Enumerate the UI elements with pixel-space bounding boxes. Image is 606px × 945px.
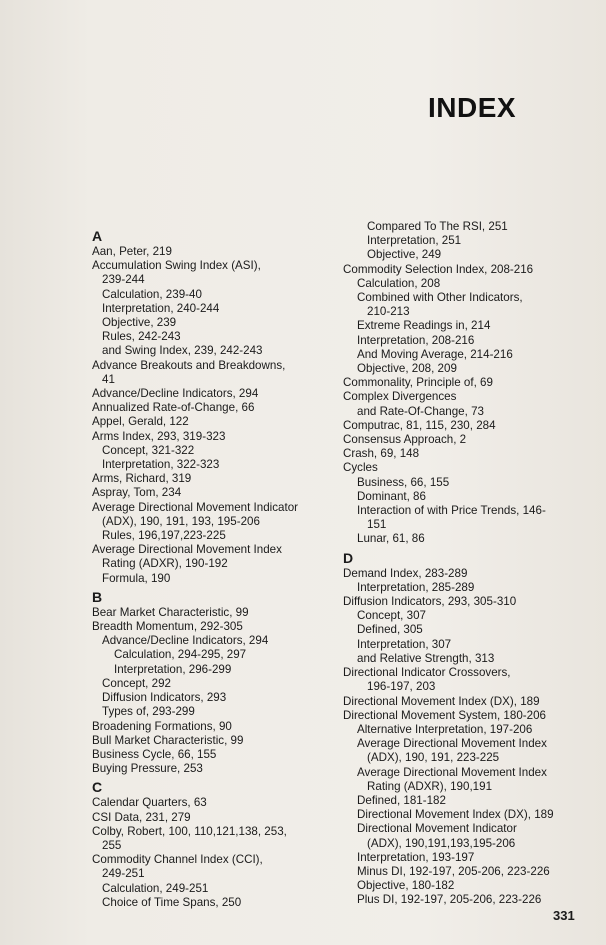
index-entry: Broadening Formations, 90	[92, 719, 232, 733]
index-entry: Interpretation, 307	[357, 637, 452, 651]
index-entry: Average Directional Movement Index	[92, 543, 282, 557]
index-entry: Alternative Interpretation, 197-206	[357, 722, 533, 736]
index-entry: And Moving Average, 214-216	[357, 347, 513, 361]
index-entry: Rules, 242-243	[102, 330, 181, 344]
index-entry: Dominant, 86	[357, 489, 426, 503]
index-entry: Directional Movement Index (DX), 189	[343, 694, 540, 708]
index-entry: Calendar Quarters, 63	[92, 796, 207, 810]
index-entry: Combined with Other Indicators,	[357, 291, 523, 305]
index-section-letter: A	[92, 228, 103, 244]
index-entry: Crash, 69, 148	[343, 447, 420, 461]
index-entry: Defined, 181-182	[357, 793, 446, 807]
index-entry: 196-197, 203	[367, 680, 436, 694]
index-entry: Accumulation Swing Index (ASI),	[92, 259, 261, 273]
index-entry: Arms, Richard, 319	[92, 472, 192, 486]
index-entry: Calculation, 208	[357, 276, 441, 290]
index-entry: Directional Indicator Crossovers,	[343, 666, 511, 680]
index-entry: 239-244	[102, 273, 145, 287]
index-entry: Annualized Rate-of-Change, 66	[92, 401, 255, 415]
index-entry: Interpretation, 251	[367, 234, 462, 248]
index-entry: 41	[102, 372, 115, 386]
index-entry: Defined, 305	[357, 623, 423, 637]
index-entry: Commodity Channel Index (CCI),	[92, 853, 263, 867]
index-entry: Business Cycle, 66, 155	[92, 747, 217, 761]
page-title	[428, 92, 516, 124]
index-entry: Diffusion Indicators, 293	[102, 691, 227, 705]
index-entry: Rating (ADXR), 190,191	[367, 779, 493, 793]
index-entry: Arms Index, 293, 319-323	[92, 429, 226, 443]
page-title-text: INDEX	[428, 92, 517, 123]
index-entry: Diffusion Indicators, 293, 305-310	[343, 595, 517, 609]
index-entry: (ADX), 190,191,193,195-206	[367, 836, 516, 850]
index-entry: Breadth Momentum, 292-305	[92, 620, 243, 634]
index-entry: (ADX), 190, 191, 223-225	[367, 751, 500, 765]
index-entry: Lunar, 61, 86	[357, 532, 425, 546]
index-column-right	[343, 220, 581, 908]
index-entry: Advance Breakouts and Breakdowns,	[92, 358, 286, 372]
index-entry: 249-251	[102, 867, 145, 881]
index-entry: Extreme Readings in, 214	[357, 319, 491, 333]
index-entry: Bear Market Characteristic, 99	[92, 605, 249, 619]
index-entry: Rating (ADXR), 190-192	[102, 557, 228, 571]
index-entry: Plus DI, 192-197, 205-206, 223-226	[357, 893, 542, 907]
index-entry: and Relative Strength, 313	[357, 651, 495, 665]
index-section-letter: D	[343, 549, 354, 566]
index-entry: Demand Index, 283-289	[343, 566, 468, 580]
index-column-left	[92, 220, 342, 910]
index-entry: Concept, 292	[102, 676, 171, 690]
index-entry: and Swing Index, 239, 242-243	[102, 344, 263, 358]
index-entry: Calculation, 239-40	[102, 287, 202, 301]
index-entry: Computrac, 81, 115, 230, 284	[343, 418, 496, 432]
index-entry: Average Directional Movement Index	[357, 737, 547, 751]
index-entry: 210-213	[367, 305, 410, 319]
index-entry: Formula, 190	[102, 571, 171, 585]
index-entry: Advance/Decline Indicators, 294	[92, 387, 259, 401]
index-entry: Average Directional Movement Index	[357, 765, 547, 779]
page-number: 331	[553, 908, 575, 923]
index-entry: Cycles	[343, 461, 378, 475]
index-entry: 151	[367, 518, 387, 532]
index-section-letter: C	[92, 779, 103, 796]
index-entry: 255	[102, 838, 122, 852]
index-entry: Appel, Gerald, 122	[92, 415, 189, 429]
index-entry: Colby, Robert, 100, 110,121,138, 253,	[92, 824, 287, 838]
index-entry: Directional Movement Indicator	[357, 822, 517, 836]
index-entry: Average Directional Movement Indicator	[92, 500, 298, 514]
index-entry: Rules, 196,197,223-225	[102, 529, 226, 543]
index-entry: Business, 66, 155	[357, 475, 450, 489]
index-entry: Commonality, Principle of, 69	[343, 376, 493, 390]
index-section-letter: B	[92, 588, 103, 605]
index-entry: and Rate-Of-Change, 73	[357, 404, 484, 418]
index-entry: Directional Movement System, 180-206	[343, 708, 546, 722]
index-entry: Interpretation, 240-244	[102, 301, 220, 315]
index-entry: Objective, 239	[102, 316, 177, 330]
index-entry: Complex Divergences	[343, 390, 457, 404]
index-entry: Concept, 321-322	[102, 443, 195, 457]
index-entry: Calculation, 294-295, 297	[114, 648, 247, 662]
index-entry: Bull Market Characteristic, 99	[92, 733, 244, 747]
index-entry: Interaction of with Price Trends, 146-	[357, 504, 546, 518]
index-entry: Compared To The RSI, 251	[367, 220, 508, 233]
index-entry: Objective, 249	[367, 248, 442, 262]
index-entry: Objective, 208, 209	[357, 362, 457, 376]
index-entry: (ADX), 190, 191, 193, 195-206	[102, 514, 260, 528]
index-entry: CSI Data, 231, 279	[92, 810, 191, 824]
index-entry: Aspray, Tom, 234	[92, 486, 182, 500]
index-entry: Interpretation, 285-289	[357, 580, 475, 594]
index-entry: Advance/Decline Indicators, 294	[102, 634, 269, 648]
index-entry: Objective, 180-182	[357, 879, 455, 893]
index-entry: Interpretation, 322-323	[102, 458, 220, 472]
index-entry: Interpretation, 193-197	[357, 850, 475, 864]
index-entry: Aan, Peter, 219	[92, 245, 172, 258]
index-entry: Types of, 293-299	[102, 705, 195, 719]
index-entry: Consensus Approach, 2	[343, 433, 467, 447]
index-entry: Interpretation, 208-216	[357, 333, 475, 347]
index-entry: Concept, 307	[357, 609, 426, 623]
index-entry: Directional Movement Index (DX), 189	[357, 808, 554, 822]
index-entry: Calculation, 249-251	[102, 881, 209, 895]
index-entry: Minus DI, 192-197, 205-206, 223-226	[357, 864, 550, 878]
index-entry: Interpretation, 296-299	[114, 662, 232, 676]
index-entry: Buying Pressure, 253	[92, 762, 203, 776]
index-entry: Commodity Selection Index, 208-216	[343, 262, 534, 276]
index-entry: Choice of Time Spans, 250	[102, 895, 242, 909]
